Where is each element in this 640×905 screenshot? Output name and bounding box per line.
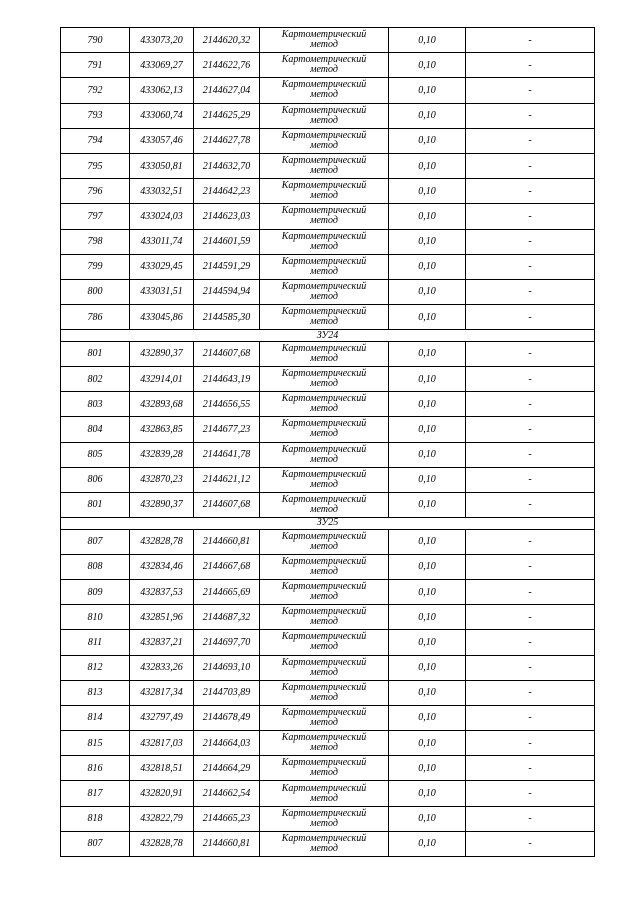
method-line-1: Картометрический [281, 255, 367, 267]
y-coordinate-cell: 2144591,29 [194, 254, 260, 279]
point-number-cell: 800 [61, 279, 130, 304]
table-row [61, 492, 595, 517]
method-cell [260, 705, 389, 730]
description-cell: - [466, 53, 595, 78]
method-line-2: метод [310, 742, 338, 754]
method-cell [260, 831, 389, 856]
x-coordinate-cell: 432828,78 [130, 831, 194, 856]
accuracy-cell: 0,10 [389, 680, 466, 705]
accuracy-cell: 0,10 [389, 366, 466, 391]
method-line-1: Картометрический [281, 79, 367, 91]
x-coordinate-cell: 432817,03 [130, 731, 194, 756]
y-coordinate-cell: 2144607,68 [194, 341, 260, 366]
table-row [61, 28, 595, 53]
method-line-1: Картометрический [281, 706, 367, 718]
table-row [61, 392, 595, 417]
x-coordinate-cell: 432833,26 [130, 655, 194, 680]
method-cell [260, 579, 389, 604]
method-line-2: метод [310, 352, 338, 364]
section-header-row [61, 518, 595, 530]
point-number-cell: 798 [61, 229, 130, 254]
method-cell [260, 781, 389, 806]
method-cell [260, 153, 389, 178]
point-number-cell: 806 [61, 467, 130, 492]
point-number-cell: 801 [61, 341, 130, 366]
method-line-1: Картометрический [281, 418, 367, 430]
point-number-cell: 814 [61, 705, 130, 730]
accuracy-cell: 0,10 [389, 529, 466, 554]
method-line-2: метод [310, 378, 338, 390]
table-row [61, 554, 595, 579]
method-line-2: метод [310, 817, 338, 829]
method-line-1: Картометрический [281, 807, 367, 819]
y-coordinate-cell: 2144662,54 [194, 781, 260, 806]
description-cell: - [466, 128, 595, 153]
accuracy-cell: 0,10 [389, 153, 466, 178]
method-line-2: метод [310, 503, 338, 515]
method-line-2: метод [310, 540, 338, 552]
method-line-1: Картометрический [281, 280, 367, 292]
y-coordinate-cell: 2144594,94 [194, 279, 260, 304]
table-row [61, 128, 595, 153]
x-coordinate-cell: 432837,21 [130, 630, 194, 655]
y-coordinate-cell: 2144620,32 [194, 28, 260, 53]
table-row [61, 153, 595, 178]
method-line-1: Картометрический [281, 555, 367, 567]
table-row [61, 630, 595, 655]
x-coordinate-cell: 433060,74 [130, 103, 194, 128]
method-cell [260, 305, 389, 330]
y-coordinate-cell: 2144621,12 [194, 467, 260, 492]
accuracy-cell: 0,10 [389, 806, 466, 831]
accuracy-cell: 0,10 [389, 831, 466, 856]
accuracy-cell: 0,10 [389, 417, 466, 442]
table-row [61, 680, 595, 705]
table-row [61, 341, 595, 366]
method-cell [260, 442, 389, 467]
point-number-cell: 786 [61, 305, 130, 330]
method-cell [260, 655, 389, 680]
method-cell [260, 53, 389, 78]
point-number-cell: 815 [61, 731, 130, 756]
description-cell: - [466, 305, 595, 330]
description-cell: - [466, 756, 595, 781]
x-coordinate-cell: 432839,28 [130, 442, 194, 467]
table-row [61, 655, 595, 680]
y-coordinate-cell: 2144665,69 [194, 579, 260, 604]
x-coordinate-cell: 432828,78 [130, 529, 194, 554]
method-line-2: метод [310, 666, 338, 678]
method-line-2: метод [310, 716, 338, 728]
method-cell [260, 179, 389, 204]
point-number-cell: 811 [61, 630, 130, 655]
point-number-cell: 804 [61, 417, 130, 442]
point-number-cell: 794 [61, 128, 130, 153]
description-cell: - [466, 492, 595, 517]
x-coordinate-cell: 433031,51 [130, 279, 194, 304]
method-cell [260, 680, 389, 705]
accuracy-cell: 0,10 [389, 781, 466, 806]
table-row [61, 705, 595, 730]
method-line-2: метод [310, 64, 338, 76]
point-number-cell: 818 [61, 806, 130, 831]
point-number-cell: 807 [61, 529, 130, 554]
method-line-1: Картометрический [281, 443, 367, 455]
y-coordinate-cell: 2144643,19 [194, 366, 260, 391]
method-line-2: метод [310, 453, 338, 465]
method-cell [260, 529, 389, 554]
accuracy-cell: 0,10 [389, 128, 466, 153]
method-line-1: Картометрический [281, 757, 367, 769]
accuracy-cell: 0,10 [389, 229, 466, 254]
point-number-cell: 790 [61, 28, 130, 53]
method-line-1: Картометрический [281, 306, 367, 318]
method-cell [260, 417, 389, 442]
method-cell [260, 28, 389, 53]
y-coordinate-cell: 2144625,29 [194, 103, 260, 128]
method-line-1: Картометрический [281, 631, 367, 643]
y-coordinate-cell: 2144697,70 [194, 630, 260, 655]
method-cell [260, 467, 389, 492]
x-coordinate-cell: 433057,46 [130, 128, 194, 153]
method-line-2: метод [310, 114, 338, 126]
method-line-1: Картометрический [281, 129, 367, 141]
y-coordinate-cell: 2144632,70 [194, 153, 260, 178]
method-cell [260, 103, 389, 128]
point-number-cell: 816 [61, 756, 130, 781]
x-coordinate-cell: 432837,53 [130, 579, 194, 604]
point-number-cell: 802 [61, 366, 130, 391]
method-cell [260, 492, 389, 517]
method-line-2: метод [310, 792, 338, 804]
accuracy-cell: 0,10 [389, 279, 466, 304]
x-coordinate-cell: 432797,49 [130, 705, 194, 730]
description-cell: - [466, 179, 595, 204]
point-number-cell: 799 [61, 254, 130, 279]
method-line-1: Картометрический [281, 581, 367, 593]
method-line-2: метод [310, 767, 338, 779]
method-cell [260, 392, 389, 417]
description-cell: - [466, 467, 595, 492]
accuracy-cell: 0,10 [389, 78, 466, 103]
x-coordinate-cell: 433011,74 [130, 229, 194, 254]
method-cell [260, 366, 389, 391]
accuracy-cell: 0,10 [389, 204, 466, 229]
x-coordinate-cell: 432893,68 [130, 392, 194, 417]
accuracy-cell: 0,10 [389, 605, 466, 630]
method-line-1: Картометрический [281, 493, 367, 505]
method-line-1: Картометрический [281, 656, 367, 668]
accuracy-cell: 0,10 [389, 53, 466, 78]
method-line-1: Картометрический [281, 468, 367, 480]
point-number-cell: 812 [61, 655, 130, 680]
table-row [61, 579, 595, 604]
y-coordinate-cell: 2144641,78 [194, 442, 260, 467]
method-line-2: метод [310, 842, 338, 854]
method-cell [260, 229, 389, 254]
point-number-cell: 817 [61, 781, 130, 806]
method-cell [260, 630, 389, 655]
point-number-cell: 808 [61, 554, 130, 579]
x-coordinate-cell: 432890,37 [130, 492, 194, 517]
section-title: ЗУ25 [61, 518, 595, 530]
point-number-cell: 809 [61, 579, 130, 604]
y-coordinate-cell: 2144664,03 [194, 731, 260, 756]
x-coordinate-cell: 433050,81 [130, 153, 194, 178]
method-cell [260, 204, 389, 229]
method-line-1: Картометрический [281, 155, 367, 167]
accuracy-cell: 0,10 [389, 179, 466, 204]
method-line-1: Картометрический [281, 342, 367, 354]
description-cell: - [466, 341, 595, 366]
description-cell: - [466, 605, 595, 630]
description-cell: - [466, 279, 595, 304]
description-cell: - [466, 442, 595, 467]
table-row [61, 78, 595, 103]
method-line-1: Картометрический [281, 205, 367, 217]
x-coordinate-cell: 432818,51 [130, 756, 194, 781]
description-cell: - [466, 417, 595, 442]
x-coordinate-cell: 433024,03 [130, 204, 194, 229]
method-cell [260, 128, 389, 153]
section-title: ЗУ24 [61, 330, 595, 342]
x-coordinate-cell: 432834,46 [130, 554, 194, 579]
method-line-2: метод [310, 616, 338, 628]
method-cell [260, 254, 389, 279]
x-coordinate-cell: 432851,96 [130, 605, 194, 630]
description-cell: - [466, 579, 595, 604]
y-coordinate-cell: 2144665,23 [194, 806, 260, 831]
method-line-2: метод [310, 403, 338, 415]
accuracy-cell: 0,10 [389, 442, 466, 467]
y-coordinate-cell: 2144601,59 [194, 229, 260, 254]
accuracy-cell: 0,10 [389, 28, 466, 53]
method-line-1: Картометрический [281, 54, 367, 66]
point-number-cell: 813 [61, 680, 130, 705]
table-row [61, 305, 595, 330]
point-number-cell: 796 [61, 179, 130, 204]
table-row [61, 605, 595, 630]
method-line-1: Картометрический [281, 180, 367, 192]
method-line-2: метод [310, 316, 338, 328]
point-number-cell: 801 [61, 492, 130, 517]
method-line-2: метод [310, 215, 338, 227]
y-coordinate-cell: 2144623,03 [194, 204, 260, 229]
accuracy-cell: 0,10 [389, 103, 466, 128]
table-row [61, 204, 595, 229]
table-row [61, 467, 595, 492]
description-cell: - [466, 731, 595, 756]
description-cell: - [466, 630, 595, 655]
x-coordinate-cell: 432822,79 [130, 806, 194, 831]
table-row [61, 229, 595, 254]
method-line-1: Картометрический [281, 368, 367, 380]
table-row [61, 831, 595, 856]
method-line-2: метод [310, 89, 338, 101]
accuracy-cell: 0,10 [389, 705, 466, 730]
method-line-2: метод [310, 290, 338, 302]
description-cell: - [466, 204, 595, 229]
method-line-2: метод [310, 691, 338, 703]
method-line-2: метод [310, 39, 338, 51]
accuracy-cell: 0,10 [389, 392, 466, 417]
accuracy-cell: 0,10 [389, 655, 466, 680]
description-cell: - [466, 153, 595, 178]
method-cell [260, 78, 389, 103]
y-coordinate-cell: 2144660,81 [194, 529, 260, 554]
table-row [61, 529, 595, 554]
method-line-2: метод [310, 165, 338, 177]
method-cell [260, 605, 389, 630]
method-line-1: Картометрический [281, 393, 367, 405]
point-number-cell: 805 [61, 442, 130, 467]
point-number-cell: 793 [61, 103, 130, 128]
point-number-cell: 795 [61, 153, 130, 178]
method-line-2: метод [310, 428, 338, 440]
table-row [61, 53, 595, 78]
method-cell [260, 341, 389, 366]
method-line-2: метод [310, 641, 338, 653]
accuracy-cell: 0,10 [389, 579, 466, 604]
description-cell: - [466, 781, 595, 806]
accuracy-cell: 0,10 [389, 341, 466, 366]
table-row [61, 279, 595, 304]
point-number-cell: 807 [61, 831, 130, 856]
accuracy-cell: 0,10 [389, 254, 466, 279]
x-coordinate-cell: 433045,86 [130, 305, 194, 330]
y-coordinate-cell: 2144656,55 [194, 392, 260, 417]
accuracy-cell: 0,10 [389, 554, 466, 579]
section-header-row [61, 330, 595, 342]
table-row [61, 254, 595, 279]
y-coordinate-cell: 2144622,76 [194, 53, 260, 78]
point-number-cell: 803 [61, 392, 130, 417]
description-cell: - [466, 254, 595, 279]
table-row [61, 442, 595, 467]
y-coordinate-cell: 2144677,23 [194, 417, 260, 442]
method-line-2: метод [310, 591, 338, 603]
description-cell: - [466, 28, 595, 53]
description-cell: - [466, 554, 595, 579]
method-line-2: метод [310, 190, 338, 202]
method-line-1: Картометрический [281, 832, 367, 844]
method-line-1: Картометрический [281, 681, 367, 693]
x-coordinate-cell: 432863,85 [130, 417, 194, 442]
x-coordinate-cell: 433029,45 [130, 254, 194, 279]
x-coordinate-cell: 432914,01 [130, 366, 194, 391]
y-coordinate-cell: 2144607,68 [194, 492, 260, 517]
description-cell: - [466, 366, 595, 391]
y-coordinate-cell: 2144642,23 [194, 179, 260, 204]
accuracy-cell: 0,10 [389, 630, 466, 655]
method-line-2: метод [310, 265, 338, 277]
method-cell [260, 756, 389, 781]
table-row [61, 103, 595, 128]
method-line-2: метод [310, 139, 338, 151]
description-cell: - [466, 705, 595, 730]
x-coordinate-cell: 433062,13 [130, 78, 194, 103]
method-cell [260, 279, 389, 304]
description-cell: - [466, 831, 595, 856]
accuracy-cell: 0,10 [389, 756, 466, 781]
method-cell [260, 554, 389, 579]
coordinates-table [60, 27, 595, 857]
description-cell: - [466, 806, 595, 831]
description-cell: - [466, 529, 595, 554]
method-line-1: Картометрический [281, 732, 367, 744]
method-line-2: метод [310, 565, 338, 577]
method-line-1: Картометрический [281, 782, 367, 794]
y-coordinate-cell: 2144703,89 [194, 680, 260, 705]
table-row [61, 731, 595, 756]
y-coordinate-cell: 2144660,81 [194, 831, 260, 856]
method-line-1: Картометрический [281, 606, 367, 618]
description-cell: - [466, 78, 595, 103]
x-coordinate-cell: 433032,51 [130, 179, 194, 204]
table-row [61, 417, 595, 442]
x-coordinate-cell: 432870,23 [130, 467, 194, 492]
table-row [61, 179, 595, 204]
table-row [61, 781, 595, 806]
method-line-1: Картометрический [281, 530, 367, 542]
y-coordinate-cell: 2144687,32 [194, 605, 260, 630]
x-coordinate-cell: 432817,34 [130, 680, 194, 705]
y-coordinate-cell: 2144667,68 [194, 554, 260, 579]
x-coordinate-cell: 433069,27 [130, 53, 194, 78]
y-coordinate-cell: 2144627,04 [194, 78, 260, 103]
point-number-cell: 791 [61, 53, 130, 78]
description-cell: - [466, 229, 595, 254]
table-row [61, 366, 595, 391]
table-row [61, 756, 595, 781]
method-cell [260, 806, 389, 831]
x-coordinate-cell: 432820,91 [130, 781, 194, 806]
x-coordinate-cell: 433073,20 [130, 28, 194, 53]
method-line-1: Картометрический [281, 104, 367, 116]
coordinates-table-body [61, 28, 595, 857]
accuracy-cell: 0,10 [389, 492, 466, 517]
method-line-1: Картометрический [281, 29, 367, 41]
description-cell: - [466, 103, 595, 128]
accuracy-cell: 0,10 [389, 305, 466, 330]
y-coordinate-cell: 2144664,29 [194, 756, 260, 781]
method-cell [260, 731, 389, 756]
y-coordinate-cell: 2144585,30 [194, 305, 260, 330]
table-row [61, 806, 595, 831]
description-cell: - [466, 392, 595, 417]
accuracy-cell: 0,10 [389, 731, 466, 756]
point-number-cell: 792 [61, 78, 130, 103]
y-coordinate-cell: 2144693,10 [194, 655, 260, 680]
method-line-2: метод [310, 478, 338, 490]
method-line-2: метод [310, 240, 338, 252]
point-number-cell: 797 [61, 204, 130, 229]
accuracy-cell: 0,10 [389, 467, 466, 492]
description-cell: - [466, 655, 595, 680]
y-coordinate-cell: 2144678,49 [194, 705, 260, 730]
point-number-cell: 810 [61, 605, 130, 630]
description-cell: - [466, 680, 595, 705]
x-coordinate-cell: 432890,37 [130, 341, 194, 366]
method-line-1: Картометрический [281, 230, 367, 242]
y-coordinate-cell: 2144627,78 [194, 128, 260, 153]
